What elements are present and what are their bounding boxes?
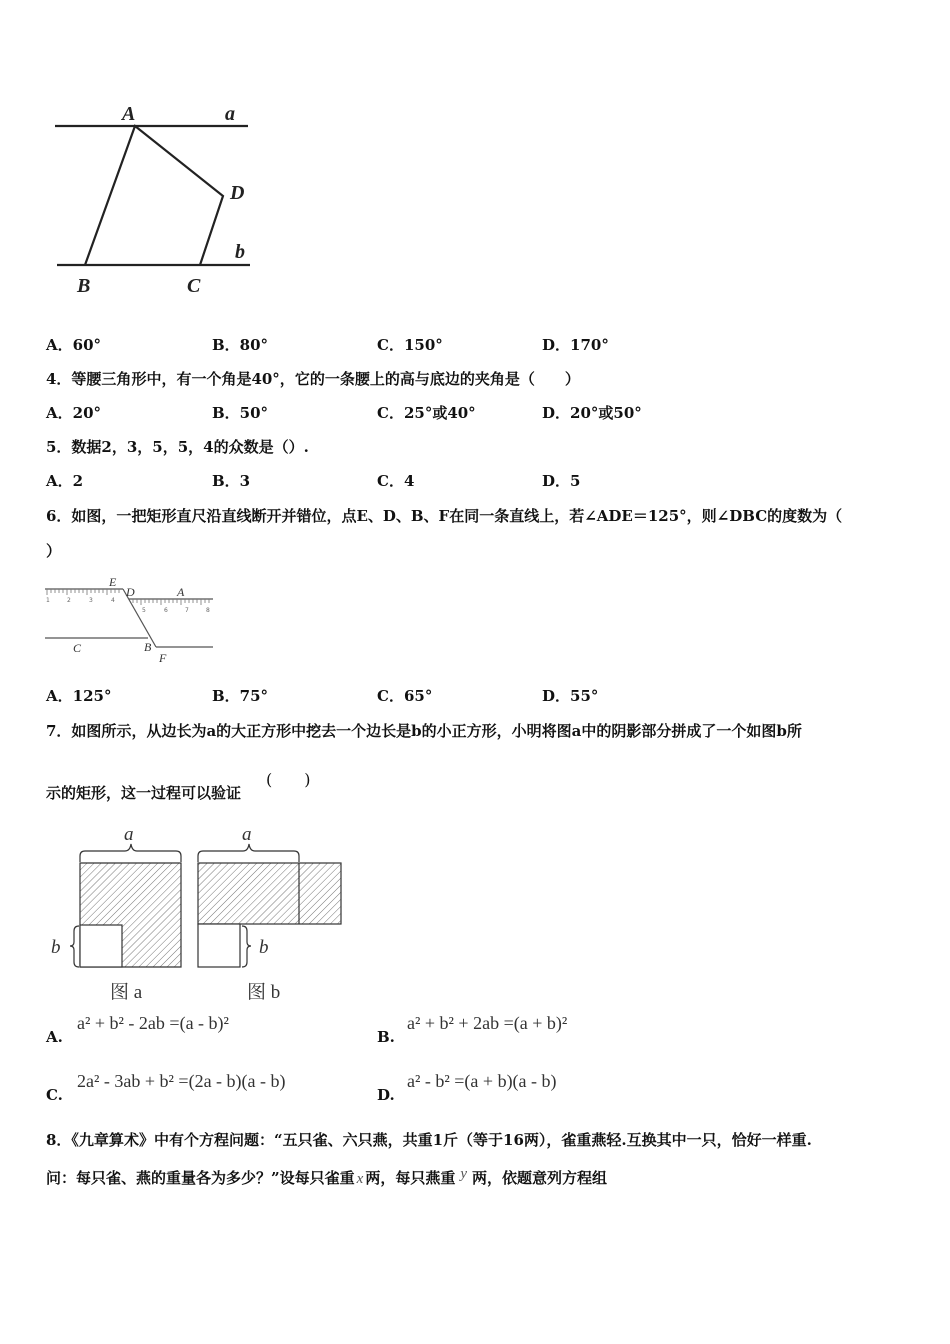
q6-text: 6．如图，一把矩形直尺沿直线断开并错位，点E、D、B、F在同一条直线上，若∠ADE＝125°，则∠DBC的度数为（ — [46, 507, 843, 525]
label-D: D — [126, 585, 135, 599]
caption-fig-b: 图 b — [247, 982, 281, 1003]
q6-text-cont: ） — [46, 542, 62, 560]
label-b-fig-a: b — [51, 937, 61, 958]
q7-option-b-formula: a² + b² + 2ab =(a + b)² — [407, 1013, 568, 1033]
q3-option-d[interactable]: D．170° — [542, 336, 609, 354]
tick-label: 5 — [142, 607, 146, 614]
label-A: A — [177, 585, 185, 599]
var-x: x — [356, 1171, 364, 1187]
q8-text: 8．《九章算术》中有个方程问题：“五只雀、六只燕，共重1斤（等于16两），雀重燕轻.互换其中一只，恰好一样重. — [46, 1131, 812, 1149]
q3-figure — [50, 95, 260, 305]
q5-text: 5．数据2，3，5，5，4的众数是（）. — [46, 438, 309, 456]
tick-label: 1 — [46, 597, 50, 604]
label-D: D — [230, 182, 245, 204]
q7-text: 7．如图所示，从边长为a的大正方形中挖去一个边长是b的小正方形，小明将图a中的阴影部分拼成了一个如图b所 — [46, 722, 802, 740]
q5-option-d[interactable]: D．5 — [542, 472, 581, 490]
q3-option-a[interactable]: A．60° — [46, 336, 102, 354]
label-C: C — [187, 275, 201, 297]
label-a-fig-b: a — [242, 824, 252, 845]
tick-label: 6 — [164, 607, 168, 614]
q6-option-c[interactable]: C．65° — [377, 687, 433, 705]
label-E: E — [109, 575, 117, 589]
label-a-fig-a: a — [124, 824, 134, 845]
q4-option-c[interactable]: C．25°或40° — [377, 404, 476, 422]
label-A: A — [122, 103, 136, 125]
q6-option-a[interactable]: A．125° — [46, 687, 112, 705]
tick-label: 7 — [185, 607, 189, 614]
q8-text-line2 — [46, 1168, 607, 1189]
tick-label: 8 — [206, 607, 210, 614]
q7-option-d-formula: a² - b² =(a + b)(a - b) — [407, 1071, 557, 1091]
tick-label: 3 — [89, 597, 93, 604]
q4-option-b[interactable]: B．50° — [212, 404, 269, 422]
label-C: C — [73, 641, 82, 655]
q3-option-c[interactable]: C．150° — [377, 336, 443, 354]
q5-option-a[interactable]: A．2 — [46, 472, 84, 490]
label-F: F — [159, 651, 167, 665]
label-b-fig-b: b — [259, 937, 269, 958]
q3-option-b[interactable]: B．80° — [212, 336, 269, 354]
label-a: a — [225, 103, 235, 125]
q7-option-c-label[interactable]: C. — [46, 1086, 63, 1104]
q7-option-c-formula: 2a² - 3ab + b² =(2a - b)(a - b) — [77, 1071, 286, 1091]
q7-option-b-label[interactable]: B. — [377, 1028, 395, 1046]
q7-figure — [45, 820, 355, 1010]
q7-option-d-label[interactable]: D. — [377, 1086, 395, 1104]
caption-fig-a: 图 a — [110, 982, 143, 1003]
q4-text: 4．等腰三角形中，有一个角是40°，它的一条腰上的高与底边的夹角是（ ） — [46, 370, 580, 388]
q7-option-a-formula: a² + b² - 2ab =(a - b)² — [77, 1013, 229, 1033]
q6-option-d[interactable]: D．55° — [542, 687, 599, 705]
label-B: B — [77, 275, 91, 297]
q8-line2-part3: 两，依题意列方程组 — [472, 1169, 608, 1187]
q7-answer-paren: ( ) — [266, 770, 311, 789]
q7-option-a-label[interactable]: A. — [46, 1028, 63, 1046]
q6-option-b[interactable]: B．75° — [212, 687, 269, 705]
label-B: B — [144, 640, 152, 654]
q5-option-b[interactable]: B．3 — [212, 472, 251, 490]
q8-line2-part2: 两，每只燕重 — [365, 1169, 456, 1187]
q4-option-d[interactable]: D．20°或50° — [542, 404, 642, 422]
q7-text-cont: 示的矩形，这一过程可以验证 — [46, 784, 242, 802]
label-b: b — [235, 241, 245, 263]
q5-option-c[interactable]: C．4 — [377, 472, 415, 490]
q8-line2-part1: 问：每只雀、燕的重量各为多少？”设每只雀重 — [46, 1169, 355, 1187]
q4-option-a[interactable]: A．20° — [46, 404, 102, 422]
tick-label: 2 — [67, 597, 71, 604]
var-y: y — [460, 1166, 467, 1182]
q6-ruler-figure — [45, 575, 220, 670]
tick-label: 4 — [111, 597, 115, 604]
